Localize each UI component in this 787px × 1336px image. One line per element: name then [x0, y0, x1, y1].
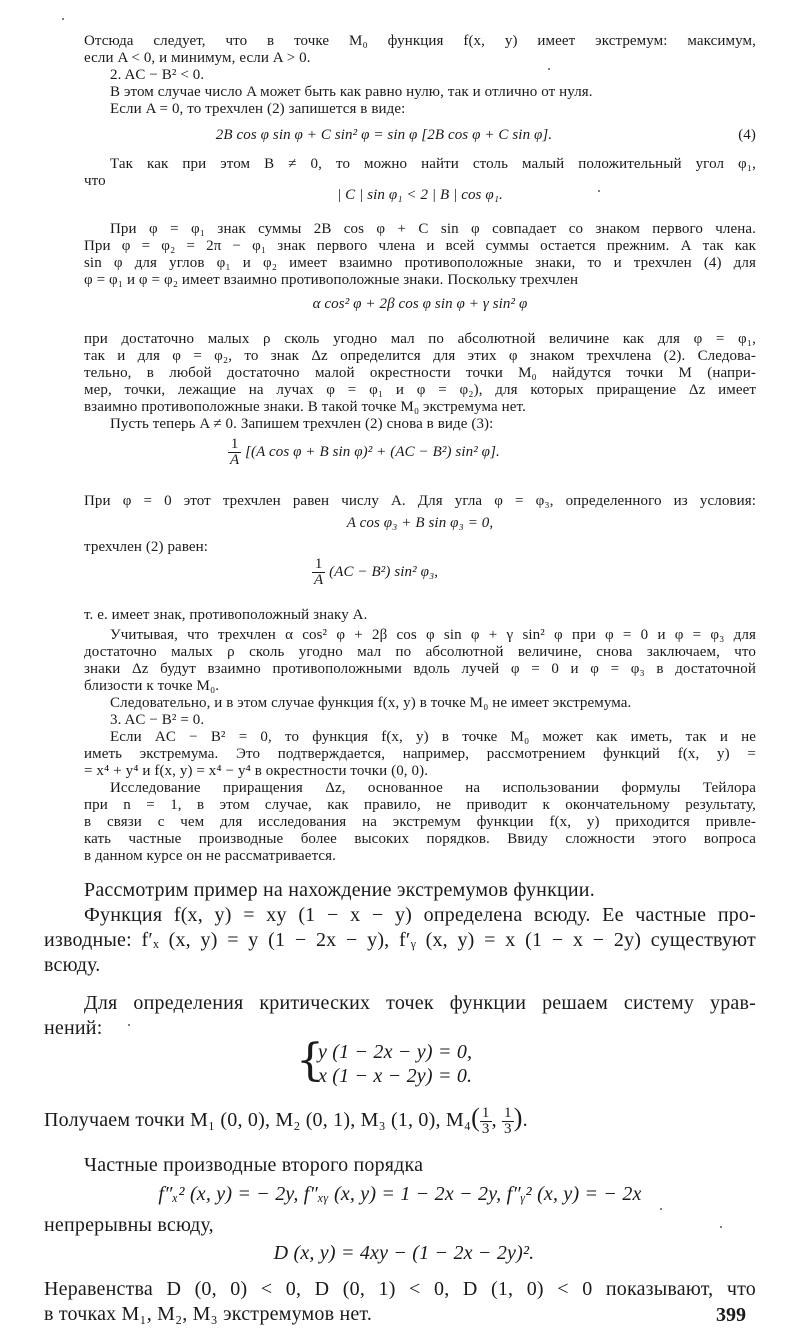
text-line: иметь экстремума. Это подтверждается, например, рассмотрением функций f(x, y) = [84, 746, 756, 762]
text-line: кать частные производные более высоких порядков. Ввиду сложности этого вопроса [84, 831, 756, 847]
fraction-denominator: 3 [504, 1121, 512, 1137]
fraction-numerator: 1 [481, 1105, 490, 1121]
inequality: | C | sin φ₁ < 2 | B | cos φ₁. [337, 187, 503, 203]
text-line: если A < 0, и минимум, если A > 0. [84, 50, 311, 66]
text-line: близости к точке M₀. [84, 678, 220, 694]
text-line: Учитывая, что трехчлен α cos² φ + 2β cos φ sin φ + γ sin² φ при φ = 0 и φ = φ₃ для [110, 627, 756, 643]
text-line: знаки Δz будут взаимно противоположными вдоль лучей φ = 0 и φ = φ₃ в достаточной [84, 661, 756, 677]
equation-body: [(A cos φ + B sin φ)² + (AC − B²) sin² φ]. [245, 443, 500, 460]
text-line: так и для φ = φ₂, то знак Δz определится для этих φ знаком трехчлена (2). Следова- [84, 348, 756, 364]
equation-body: (AC − B²) sin² φ₃, [329, 563, 439, 580]
text-line: в данном курсе он не рассматривается. [84, 848, 337, 864]
scan-speck [660, 1208, 662, 1210]
text-line: Следовательно, и в этом случае функция f(x, y) в точке M₀ не имеет экстремума. [110, 695, 632, 711]
scan-speck [62, 18, 64, 20]
text-line: Пусть теперь A ≠ 0. Запишем трехчлен (2) снова в виде (3): [110, 416, 494, 432]
case-heading: 3. AC − B² = 0. [110, 712, 205, 728]
second-derivatives: f″ₓ² (x, y) = − 2y, f″ₓᵧ (x, y) = 1 − 2x − 2y, f″ᵧ² (x, y) = − 2x [158, 1183, 642, 1205]
equation-3 [228, 437, 500, 468]
text-line: тельно, в любой достаточно малой окрестности точки M₀ найдутся точки M (напри- [84, 365, 756, 381]
text-line: При φ = φ₁ знак суммы 2B cos φ + C sin φ совпадает со знаком первого члена. [110, 221, 756, 237]
fraction-numerator: 1 [312, 557, 325, 573]
text-line: взаимно противоположные знаки. В такой точке M₀ экстремума нет. [84, 399, 526, 415]
text-line: в связи с чем для исследования на экстремум функции f(x, y) приходится привле- [84, 814, 756, 830]
system-equation-2: x (1 − x − 2y) = 0. [318, 1065, 473, 1087]
scan-speck [548, 68, 550, 70]
text-line: что [84, 173, 106, 189]
text-line: при достаточно малых ρ сколь угодно мал по абсолютной величине как для φ = φ₁, [84, 331, 756, 347]
condition-equation: A cos φ₃ + B sin φ₃ = 0, [346, 515, 494, 531]
fraction-denominator: 3 [481, 1121, 490, 1137]
trinomial: α cos² φ + 2β cos φ sin φ + γ sin² φ [312, 296, 528, 312]
text-line: нений: [44, 1017, 103, 1039]
text-line: Отсюда следует, что в точке M₀ функция f(x, y) имеет экстремум: максимум, [84, 33, 756, 49]
text-line: достаточно малых ρ сколь угодно мал по абсолютной величине, снова заключаем, что [84, 644, 756, 660]
text-line: φ = φ₁ и φ = φ₂ имеет взаимно противоположные знаки. Поскольку трехчлен [84, 272, 579, 288]
text-line: в точках M₁, M₂, M₃ экстремумов нет. [44, 1303, 373, 1325]
text-line: непрерывны всюду, [44, 1214, 214, 1236]
example-heading: Рассмотрим пример на нахождение экстремумов функции. [84, 879, 595, 901]
text-line: трехчлен (2) равен: [84, 539, 209, 555]
text-line: При φ = φ₂ = 2π − φ₁ знак первого члена и всей суммы остается прежним. А так как [84, 238, 756, 254]
scan-speck [720, 1226, 722, 1228]
equation-4: 2B cos φ sin φ + C sin² φ = sin φ [2B cos φ + C sin φ]. [215, 127, 553, 143]
fraction-denominator: A [230, 452, 240, 468]
case-heading: 2. AC − B² < 0. [110, 67, 205, 83]
text-line: т. е. имеет знак, противоположный знаку A. [84, 607, 368, 623]
fraction-numerator: 1 [228, 437, 241, 453]
system-equation-1: y (1 − 2x − y) = 0, [318, 1041, 473, 1063]
text-line: Исследование приращения Δz, основанное на использовании формулы Тейлора [110, 780, 756, 796]
system-brace: { [296, 1035, 324, 1086]
critical-points: Получаем точки M₁ (0, 0), M₂ (0, 1), M₃ (1, 0), M₄( $\frac{1}{3}$ , $\frac{1}{3}$ ). [44, 1103, 528, 1137]
text-line: Если A = 0, то трехчлен (2) запишется в виде: [110, 101, 406, 117]
text-line: Неравенства D (0, 0) < 0, D (0, 1) < 0, D (1, 0) < 0 показывают, что [44, 1278, 756, 1300]
scan-speck [598, 190, 600, 192]
text-line: sin φ для углов φ₁ и φ₂ имеет взаимно противоположные знаки, то и трехчлен (4) для [84, 255, 756, 271]
text-line: изводные: f′ₓ (x, y) = y (1 − 2x − y), f′ᵧ (x, y) = x (1 − x − 2y) существуют [44, 929, 756, 951]
value-equation [312, 557, 438, 588]
page-number: 399 [716, 1304, 746, 1326]
fraction-denominator: A [314, 572, 324, 588]
text-line: = x⁴ + y⁴ и f(x, y) = x⁴ − y⁴ в окрестности точки (0, 0). [84, 763, 429, 779]
text-line: При φ = 0 этот трехчлен равен числу A. Для угла φ = φ₃, определенного из условия: [84, 493, 756, 509]
text-line: Частные производные второго порядка [84, 1154, 424, 1176]
fraction-numerator: 1 [504, 1105, 512, 1121]
text-line: мер, точки, лежащие на лучах φ = φ₁ и φ = φ₂), для которых приращение Δz имеет [84, 382, 756, 398]
equation-number: (4) [738, 127, 756, 143]
text-line: В этом случае число A может быть как равно нулю, так и отлично от нуля. [110, 84, 593, 100]
text-line: Так как при этом B ≠ 0, то можно найти столь малый положительный угол φ₁, [110, 156, 756, 172]
text-line: Для определения критических точек функции решаем систему урав- [84, 992, 756, 1014]
discriminant: D (x, y) = 4xy − (1 − 2x − 2y)². [273, 1242, 535, 1264]
text-line: Функция f(x, y) = xy (1 − x − y) определена всюду. Ее частные про- [84, 904, 756, 926]
text-line: всюду. [44, 954, 101, 976]
text-line: Если AC − B² = 0, то функция f(x, y) в точке M₀ может как иметь, так и не [110, 729, 756, 745]
text-line: при n = 1, в этом случае, как правило, не приводит к окончательному результату, [84, 797, 756, 813]
scan-speck [128, 1024, 130, 1026]
